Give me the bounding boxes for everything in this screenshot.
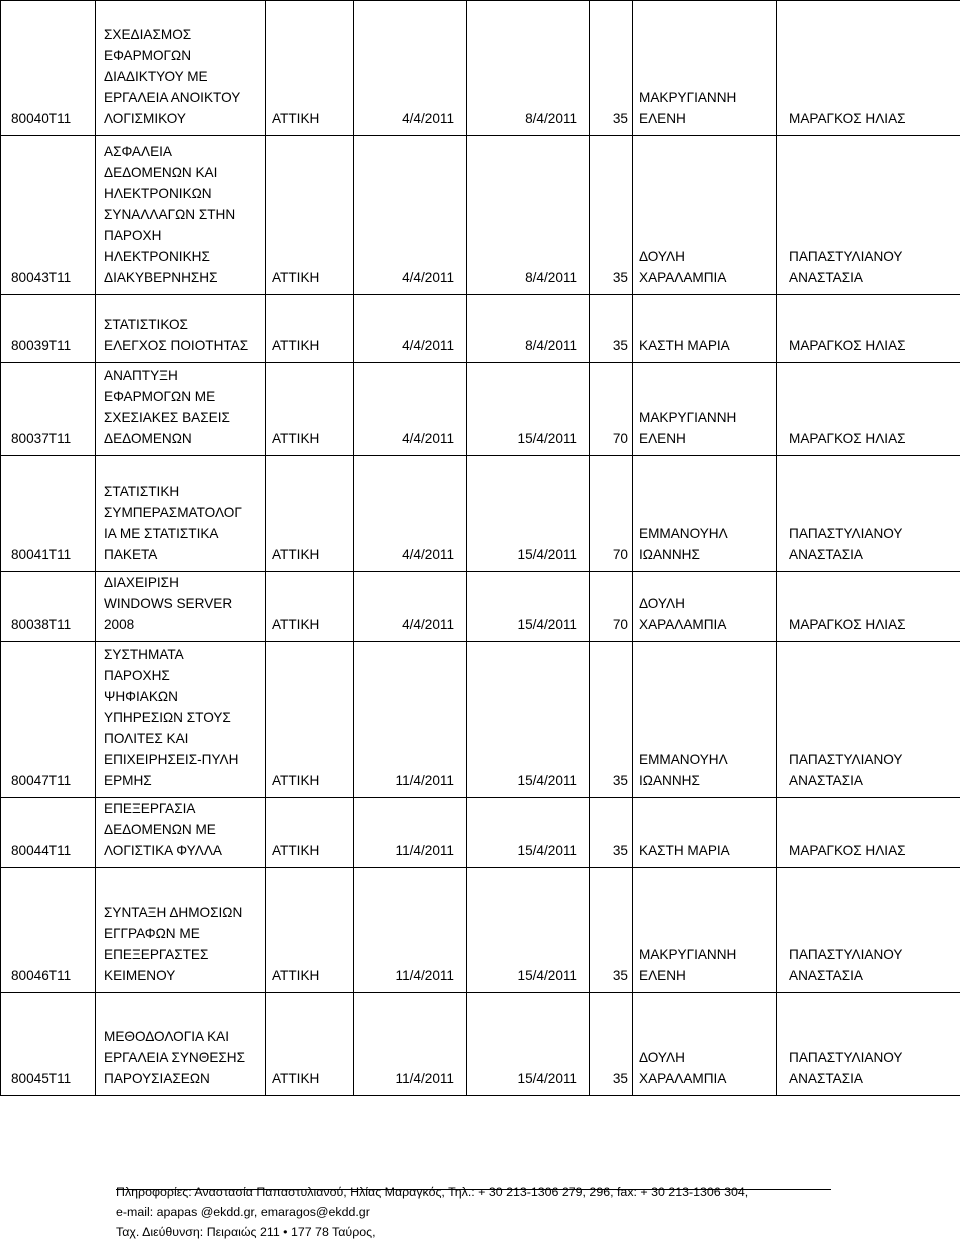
course-hours: 35 — [590, 295, 633, 363]
course-title-line: ΨΗΦΙΑΚΩΝ — [104, 686, 265, 707]
end-date: 15/4/2011 — [467, 868, 590, 993]
start-date: 11/4/2011 — [354, 993, 467, 1096]
course-title — [96, 642, 266, 798]
table-row — [1, 363, 960, 456]
trainer-name-line: ΔΟΥΛΗ — [639, 593, 776, 614]
course-code: 80037Τ11 — [1, 363, 96, 456]
course-title — [96, 1, 266, 136]
course-title-line: ΛΟΓΙΣΜΙΚΟΥ — [104, 108, 265, 129]
table-row — [1, 1, 960, 136]
course-title-line: ΠΑΡΟΥΣΙΑΣΕΩΝ — [104, 1068, 265, 1089]
schedule-rows — [1, 1, 960, 1096]
end-date: 8/4/2011 — [467, 1, 590, 136]
course-title-line: ΠΑΡΟΧΗΣ — [104, 665, 265, 686]
course-region: ΑΤΤΙΚΗ — [266, 136, 354, 295]
trainer-name — [633, 136, 777, 295]
course-code: 80045Τ11 — [1, 993, 96, 1096]
course-title-line: ΔΙΑΚΥΒΕΡΝΗΣΗΣ — [104, 267, 265, 288]
start-date: 11/4/2011 — [354, 798, 467, 868]
trainer-name-line: ΜΑΚΡΥΓΙΑΝΝΗ — [639, 944, 776, 965]
course-title — [96, 136, 266, 295]
end-date: 8/4/2011 — [467, 136, 590, 295]
course-title-line: ΕΡΓΑΛΕΙΑ ΑΝΟΙΚΤΟΥ — [104, 87, 265, 108]
trainer-name-line: ΧΑΡΑΛΑΜΠΙΑ — [639, 267, 776, 288]
course-hours: 35 — [590, 993, 633, 1096]
course-hours: 70 — [590, 363, 633, 456]
course-title-line: WINDOWS SERVER — [104, 593, 265, 614]
trainer-name — [633, 295, 777, 363]
course-title-line: ΙΑ ΜΕ ΣΤΑΤΙΣΤΙΚΑ — [104, 523, 265, 544]
course-title-line: ΣΥΣΤΗΜΑΤΑ — [104, 644, 265, 665]
coordinator-name-line: ΜΑΡΑΓΚΟΣ ΗΛΙΑΣ — [789, 108, 960, 129]
coordinator-name-line: ΠΑΠΑΣΤΥΛΙΑΝΟΥ — [789, 749, 960, 770]
trainer-name-line: ΔΟΥΛΗ — [639, 1047, 776, 1068]
course-title-line: ΣΧΕΣΙΑΚΕΣ ΒΑΣΕΙΣ — [104, 407, 265, 428]
start-date: 4/4/2011 — [354, 1, 467, 136]
coordinator-name — [777, 642, 960, 798]
start-date: 4/4/2011 — [354, 136, 467, 295]
course-title-line: ΗΛΕΚΤΡΟΝΙΚΩΝ — [104, 183, 265, 204]
table-row — [1, 642, 960, 798]
course-region: ΑΤΤΙΚΗ — [266, 868, 354, 993]
course-title — [96, 572, 266, 642]
trainer-name — [633, 993, 777, 1096]
course-title — [96, 798, 266, 868]
trainer-name-line: ΙΩΑΝΝΗΣ — [639, 770, 776, 791]
coordinator-name — [777, 798, 960, 868]
course-code: 80047Τ11 — [1, 642, 96, 798]
coordinator-name-line: ΑΝΑΣΤΑΣΙΑ — [789, 965, 960, 986]
trainer-name-line: ΜΑΚΡΥΓΙΑΝΝΗ — [639, 407, 776, 428]
course-title-line: ΔΕΔΟΜΕΝΩΝ ΚΑΙ — [104, 162, 265, 183]
course-title-line: ΠΑΡΟΧΗ — [104, 225, 265, 246]
coordinator-name-line: ΜΑΡΑΓΚΟΣ ΗΛΙΑΣ — [789, 428, 960, 449]
course-title — [96, 363, 266, 456]
course-hours: 35 — [590, 642, 633, 798]
course-title-line: ΕΡΓΑΛΕΙΑ ΣΥΝΘΕΣΗΣ — [104, 1047, 265, 1068]
course-title-line: ΜΕΘΟΔΟΛΟΓΙΑ ΚΑΙ — [104, 1026, 265, 1047]
trainer-name-line: ΙΩΑΝΝΗΣ — [639, 544, 776, 565]
start-date: 4/4/2011 — [354, 572, 467, 642]
course-region: ΑΤΤΙΚΗ — [266, 363, 354, 456]
contact-footer — [116, 1182, 831, 1242]
course-title-line: ΕΠΕΞΕΡΓΑΣΤΕΣ — [104, 944, 265, 965]
coordinator-name — [777, 456, 960, 572]
trainer-name-line: ΕΜΜΑΝΟΥΗΛ — [639, 749, 776, 770]
start-date: 11/4/2011 — [354, 868, 467, 993]
course-hours: 35 — [590, 868, 633, 993]
course-title-line: ΕΡΜΗΣ — [104, 770, 265, 791]
course-hours: 70 — [590, 572, 633, 642]
course-region: ΑΤΤΙΚΗ — [266, 798, 354, 868]
course-region: ΑΤΤΙΚΗ — [266, 572, 354, 642]
course-title-line: ΠΟΛΙΤΕΣ ΚΑΙ — [104, 728, 265, 749]
footer-contact-line: Πληροφορίες: Αναστασία Παπαστυλιανού, Ηλίας Μαραγκός, Τηλ.: + 30 213-1306 279, 296, fax: + 30 213-1306 304, — [116, 1182, 831, 1202]
coordinator-name-line: ΑΝΑΣΤΑΣΙΑ — [789, 770, 960, 791]
trainer-name-line: ΜΑΚΡΥΓΙΑΝΝΗ — [639, 87, 776, 108]
start-date: 4/4/2011 — [354, 295, 467, 363]
trainer-name-line: ΕΛΕΝΗ — [639, 965, 776, 986]
course-hours: 35 — [590, 1, 633, 136]
coordinator-name-line: ΠΑΠΑΣΤΥΛΙΑΝΟΥ — [789, 246, 960, 267]
table-row — [1, 868, 960, 993]
trainer-name — [633, 456, 777, 572]
course-title-line: ΥΠΗΡΕΣΙΩΝ ΣΤΟΥΣ — [104, 707, 265, 728]
course-region: ΑΤΤΙΚΗ — [266, 993, 354, 1096]
course-title-line: ΕΦΑΡΜΟΓΩΝ — [104, 45, 265, 66]
course-code: 80043Τ11 — [1, 136, 96, 295]
table-row — [1, 456, 960, 572]
course-code: 80038Τ11 — [1, 572, 96, 642]
table-row — [1, 798, 960, 868]
course-title-line: ΕΠΕΞΕΡΓΑΣΙΑ — [104, 798, 265, 819]
trainer-name — [633, 642, 777, 798]
course-region: ΑΤΤΙΚΗ — [266, 295, 354, 363]
end-date: 15/4/2011 — [467, 456, 590, 572]
course-code: 80039Τ11 — [1, 295, 96, 363]
trainer-name-line: ΚΑΣΤΗ ΜΑΡΙΑ — [639, 335, 776, 356]
course-code: 80040Τ11 — [1, 1, 96, 136]
footer-email-line: e-mail: apapas @ekdd.gr, emaragos@ekdd.gr — [116, 1202, 831, 1222]
course-title — [96, 868, 266, 993]
course-title-line: ΔΕΔΟΜΕΝΩΝ — [104, 428, 265, 449]
course-title — [96, 993, 266, 1096]
coordinator-name-line: ΑΝΑΣΤΑΣΙΑ — [789, 1068, 960, 1089]
table-row — [1, 136, 960, 295]
coordinator-name — [777, 868, 960, 993]
coordinator-name-line: ΠΑΠΑΣΤΥΛΙΑΝΟΥ — [789, 1047, 960, 1068]
end-date: 15/4/2011 — [467, 993, 590, 1096]
course-title-line: ΠΑΚΕΤΑ — [104, 544, 265, 565]
course-title-line: ΔΙΑΧΕΙΡΙΣΗ — [104, 572, 265, 593]
course-title-line: ΔΕΔΟΜΕΝΩΝ ΜΕ — [104, 819, 265, 840]
course-title-line: ΣΥΝΑΛΛΑΓΩΝ ΣΤΗΝ — [104, 204, 265, 225]
coordinator-name-line: ΑΝΑΣΤΑΣΙΑ — [789, 267, 960, 288]
trainer-name — [633, 868, 777, 993]
course-region: ΑΤΤΙΚΗ — [266, 456, 354, 572]
course-code: 80044Τ11 — [1, 798, 96, 868]
coordinator-name-line: ΜΑΡΑΓΚΟΣ ΗΛΙΑΣ — [789, 335, 960, 356]
trainer-name-line: ΕΛΕΝΗ — [639, 108, 776, 129]
end-date: 15/4/2011 — [467, 798, 590, 868]
table-row — [1, 993, 960, 1096]
course-title — [96, 295, 266, 363]
end-date: 15/4/2011 — [467, 363, 590, 456]
coordinator-name-line: ΜΑΡΑΓΚΟΣ ΗΛΙΑΣ — [789, 840, 960, 861]
course-region: ΑΤΤΙΚΗ — [266, 1, 354, 136]
course-title-line: ΔΙΑΔΙΚΤΥΟΥ ΜΕ — [104, 66, 265, 87]
trainer-name-line: ΕΜΜΑΝΟΥΗΛ — [639, 523, 776, 544]
trainer-name — [633, 363, 777, 456]
coordinator-name — [777, 993, 960, 1096]
coordinator-name-line: ΠΑΠΑΣΤΥΛΙΑΝΟΥ — [789, 944, 960, 965]
course-hours: 70 — [590, 456, 633, 572]
table-row — [1, 295, 960, 363]
coordinator-name — [777, 572, 960, 642]
course-hours: 35 — [590, 136, 633, 295]
trainer-name-line: ΧΑΡΑΛΑΜΠΙΑ — [639, 614, 776, 635]
table-row — [1, 572, 960, 642]
course-title-line: ΕΦΑΡΜΟΓΩΝ ΜΕ — [104, 386, 265, 407]
coordinator-name — [777, 295, 960, 363]
course-title-line: ΣΧΕΔΙΑΣΜΟΣ — [104, 24, 265, 45]
coordinator-name — [777, 136, 960, 295]
course-title — [96, 456, 266, 572]
coordinator-name-line: ΠΑΠΑΣΤΥΛΙΑΝΟΥ — [789, 523, 960, 544]
coordinator-name-line: ΑΝΑΣΤΑΣΙΑ — [789, 544, 960, 565]
coordinator-name — [777, 363, 960, 456]
course-code: 80041Τ11 — [1, 456, 96, 572]
end-date: 15/4/2011 — [467, 572, 590, 642]
course-title-line: 2008 — [104, 614, 265, 635]
course-title-line: ΕΠΙΧΕΙΡΗΣΕΙΣ-ΠΥΛΗ — [104, 749, 265, 770]
end-date: 8/4/2011 — [467, 295, 590, 363]
course-title-line: ΑΝΑΠΤΥΞΗ — [104, 365, 265, 386]
course-title-line: ΣΤΑΤΙΣΤΙΚΟΣ — [104, 314, 265, 335]
course-title-line: ΕΛΕΓΧΟΣ ΠΟΙΟΤΗΤΑΣ — [104, 335, 265, 356]
course-title-line: ΚΕΙΜΕΝΟΥ — [104, 965, 265, 986]
trainer-name-line: ΧΑΡΑΛΑΜΠΙΑ — [639, 1068, 776, 1089]
course-region: ΑΤΤΙΚΗ — [266, 642, 354, 798]
course-title-line: ΣΥΜΠΕΡΑΣΜΑΤΟΛΟΓ — [104, 502, 265, 523]
trainer-name-line: ΔΟΥΛΗ — [639, 246, 776, 267]
course-title-line: ΗΛΕΚΤΡΟΝΙΚΗΣ — [104, 246, 265, 267]
trainer-name-line: ΕΛΕΝΗ — [639, 428, 776, 449]
course-code: 80046Τ11 — [1, 868, 96, 993]
course-title-line: ΛΟΓΙΣΤΙΚΑ ΦΥΛΛΑ — [104, 840, 265, 861]
coordinator-name — [777, 1, 960, 136]
trainer-name — [633, 798, 777, 868]
end-date: 15/4/2011 — [467, 642, 590, 798]
trainer-name — [633, 1, 777, 136]
course-hours: 35 — [590, 798, 633, 868]
start-date: 4/4/2011 — [354, 363, 467, 456]
course-title-line: ΣΥΝΤΑΞΗ ΔΗΜΟΣΙΩΝ — [104, 902, 265, 923]
trainer-name — [633, 572, 777, 642]
course-title-line: ΕΓΓΡΑΦΩΝ ΜΕ — [104, 923, 265, 944]
start-date: 11/4/2011 — [354, 642, 467, 798]
trainer-name-line: ΚΑΣΤΗ ΜΑΡΙΑ — [639, 840, 776, 861]
course-title-line: ΣΤΑΤΙΣΤΙΚΗ — [104, 481, 265, 502]
course-title-line: ΑΣΦΑΛΕΙΑ — [104, 141, 265, 162]
start-date: 4/4/2011 — [354, 456, 467, 572]
footer-address-line: Ταχ. Διεύθυνση: Πειραιώς 211 • 177 78 Ταύρος, — [116, 1222, 831, 1242]
coordinator-name-line: ΜΑΡΑΓΚΟΣ ΗΛΙΑΣ — [789, 614, 960, 635]
